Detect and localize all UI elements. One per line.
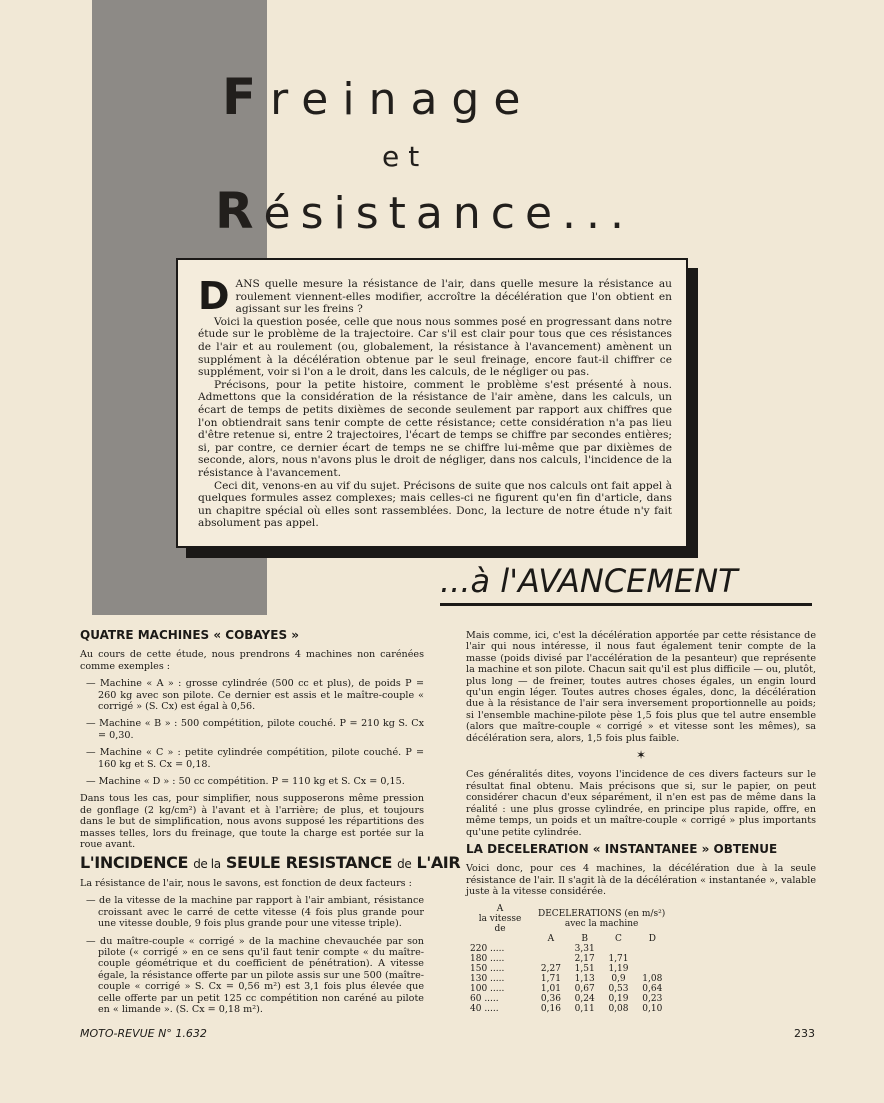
star-separator: ✶ [635,748,647,763]
intro-paragraph-3: Précisons, pour la petite histoire, comment le problème s'est présenté à nous. Admettons que la considération de la résistance de l'air amène, dans les calculs, un écart de temps de petits dixièmes de seconde seulement par rapport aux chiffres que l'on obtiendrait sans tenir compte de cette résistance; cette considération n'a pas lieu d'être retenue si, entre 2 trajectoires, l'écart de temps se chiffre par secondes entières; si, par contre, ce dernier écart de temps ne se chiffre lui-même que par dixièmes de seconde, alors, nous n'avons plus le droit de négliger, dans nos calculs, l'incidence de la résistance à l'avancement. [198,378,672,479]
col-header: B [581,933,588,944]
right-column [466,630,816,1014]
table-header-vitesse: A la vitesse de [478,903,522,934]
left-paragraph-3: La résistance de l'air, nous le savons, est fonction de deux facteurs : [80,877,412,889]
title-line-3: Résistance... [215,182,634,240]
table-cell [635,954,669,964]
table-row [466,944,669,954]
intro-paragraph-1: DANS quelle mesure la résistance de l'air, dans quelle mesure la résistance au roulement viennent-elles modifier, accroître la décélération que l'on obtient en agissant sur les freins ? [198,274,672,318]
footer-magazine: MOTO-REVUE N° 1.632 [80,1027,207,1040]
table-cell: 220 ..... [470,943,505,954]
right-paragraph-3: Voici donc, pour ces 4 machines, la décélération due à la seule résistance de l'air. Il s'agit là de la décélération « instantanée », valable juste à la vitesse considérée. [466,863,816,898]
heading-deceleration: LA DECELERATION « INSTANTANEE » OBTENUE [466,841,778,856]
table-row [466,964,669,974]
table-row [466,1004,669,1014]
table-cell: 40 ..... [470,1003,499,1014]
table-row [466,954,669,964]
footer-page-number: 233 [794,1027,815,1040]
table-cell: 0,23 [642,993,663,1004]
title-line-2: et [382,140,429,173]
heading-quatre-machines: QUATRE MACHINES « COBAYES » [80,628,300,642]
table-cell: 0,19 [608,993,629,1004]
table-cell: 0,16 [540,1003,561,1014]
table-cell: 0,64 [642,983,663,994]
table-row [466,974,669,984]
col-header: A [547,933,555,944]
table-cell: 0,11 [574,1003,595,1014]
table-cell: 130 ..... [470,973,505,984]
table-cell: 60 ..... [470,993,499,1004]
intro-paragraph-4: Ceci dit, venons-en au vif du sujet. Précisons de suite que nos calculs ont fait appel à quelques formules assez complexes; mais celles-ci ne figurent qu'en fin d'article, dans un chapitre spécial où elles sont rassemblées. Donc, la lecture de notre étude n'y fait absolument pas appel. [198,479,672,530]
subtitle-rule [440,603,812,606]
table-row [466,994,669,1004]
right-paragraph-2: Ces généralités dites, voyons l'incidence de ces divers facteurs sur le résultat final obtenu. Mais précisons que si, sur le papier, on peut considérer chacun d'eux séparément, il n'en est pas de même dans la réalité : une plus grosse cylindrée, en principe plus rapide, offre, en même temps, un poids et un maître-couple « corrigé » plus importants qu'une petite cylindrée. [466,769,816,838]
left-paragraph-2: Dans tous les cas, pour simplifier, nous supposerons même pression de gonflage (2 kg/cm²) à l'avant et à l'arrière; de plus, et toujours dans le but de simplification, nous avons supposé les répartitions des masses telles, lors du freinage, que toute la charge est portée sur la roue avant. [80,793,424,851]
table-cell: 1,51 [574,963,595,974]
table-cell: 3,31 [574,943,595,954]
machine-a: — Machine « A » : grosse cylindrée (500 cc et plus), de poids P = 260 kg avec son pilote. Ce dernier est assis et le maître-couple « corrigé » (S. Cx) est égal à 0,56. [86,678,424,713]
table-cell [602,944,636,954]
factor-speed: — de la vitesse de la machine par rapport à l'air ambiant, résistance croissant avec le carré de cette vitesse (4 fois plus grande pour une vitesse double, 9 fois plus grande pour une vitesse triple). [86,895,424,930]
deceleration-table [466,904,669,1014]
table-cell: 0,10 [642,1003,663,1014]
table-cell: 1,08 [642,973,663,984]
table-cell: 0,24 [574,993,595,1004]
table-cell: 0,08 [608,1003,629,1014]
table-cell: 100 ..... [470,983,505,994]
table-cell: 0,53 [608,983,629,994]
table-header-decel: DECELERATIONS (en m/s²) avec la machine [538,908,666,929]
table-cell: 2,17 [574,953,595,964]
table-cell: 150 ..... [470,963,505,974]
title-line-1: Freinage [222,68,535,126]
left-paragraph-1: Au cours de cette étude, nous prendrons 4 machines non carénées comme exemples : [80,649,424,672]
table-cell: 0,36 [540,993,561,1004]
right-paragraph-1: Mais comme, ici, c'est la décélération apportée par cette résistance de l'air qui nous intéresse, il nous faut également tenir compte de la masse (poids divisé par l'accélération de la pesanteur) que représente la machine et son pilote. Chacun sait qu'il est plus difficile — ou, plutôt, plus long — de freiner, toutes autres choses égales, un engin lourd qu'un engin léger. Toutes autres choses égales, donc, la décélération due à la résistance de l'air sera inversement proportionnelle au poids; si l'ensemble machine-pilote pèse 1,5 fois plus que tel autre ensemble (alors que maître-couple « corrigé » et vitesse sont les mêmes), sa décélération sera, alors, 1,5 fois plus faible. [466,630,816,744]
table-cell: 0,67 [574,983,595,994]
table-cell: 180 ..... [470,953,505,964]
table-cell: 1,71 [540,973,561,984]
drop-cap: D [198,274,230,318]
heading-incidence: L'INCIDENCE de la SEULE RESISTANCE de L'AIR [80,852,461,872]
factor-maitre-couple: — du maître-couple « corrigé » de la machine chevauchée par son pilote (« corrigé » en ce sens qu'il faut tenir compte « du maître-couple géométrique et du coefficient de pénétration). A vitesse égale, la résistance offerte par un pilote assis sur une 500 (maître-couple « corrigé » S. Cx = 0,56 m²) est 3,1 fois plus élevée que celle offerte par un petit 125 cc compétition non caréné au pilote en « limande ». (S. Cx = 0,18 m²). [86,935,424,1015]
table-row [466,984,669,994]
table-cell: 1,19 [608,963,629,974]
table-cell: 1,01 [540,983,561,994]
machine-d: — Machine « D » : 50 cc compétition. P = 110 kg et S. Cx = 0,15. [86,776,405,788]
table-cell [534,944,568,954]
machine-c: — Machine « C » : petite cylindrée compétition, pilote couché. P = 160 kg et S. Cx = 0,18. [86,747,424,770]
left-column [80,628,461,1021]
col-header: D [648,933,656,944]
intro-box [176,258,688,548]
machine-b: — Machine « B » : 500 compétition, pilote couché. P = 210 kg S. Cx = 0,30. [86,718,424,741]
intro-paragraph-2: Voici la question posée, celle que nous nous sommes posé en progressant dans notre étude sur le problème de la trajectoire. Car s'il est clair pour tous que ces résistances de l'air et au roulement (ou, globalement, la résistance à l'avancement) amènent un supplément à la décélération obtenue par le seul freinage, encore faut-il chiffrer ce supplément, voir si l'on a le droit, dans les calculs, de le négliger ou pas. [198,315,672,379]
section-subtitle: ...à l'AVANCEMENT [440,562,738,600]
table-cell [635,964,669,974]
table-cell: 2,27 [540,963,561,974]
table-cell [534,954,568,964]
table-cell: 0,9 [611,973,626,984]
table-cell [635,944,669,954]
col-header: C [615,933,622,944]
table-cell: 1,71 [608,953,629,964]
table-cell: 1,13 [574,973,595,984]
